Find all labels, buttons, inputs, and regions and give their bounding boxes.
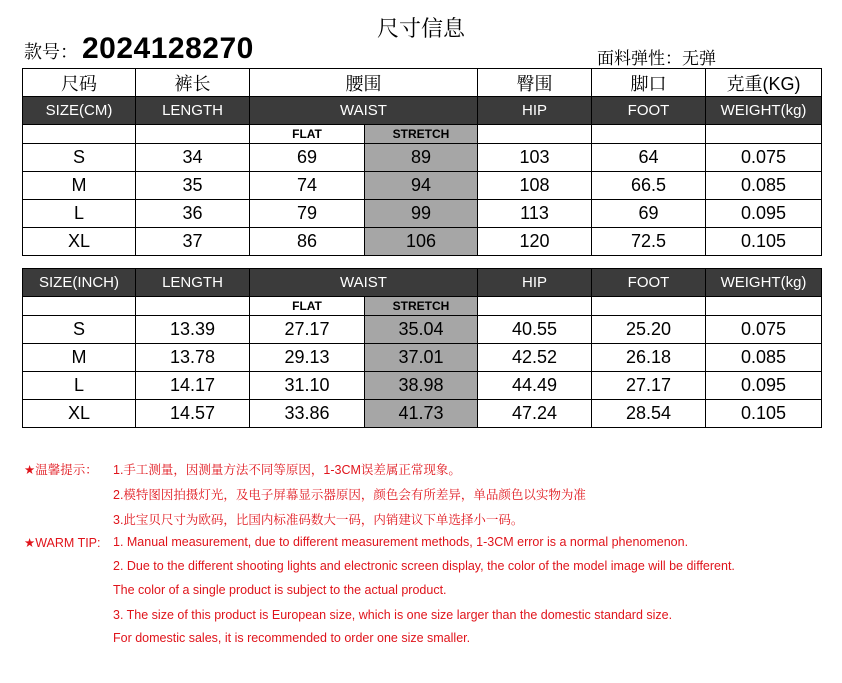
table-cell: 33.86 — [250, 400, 365, 428]
table-cell: 29.13 — [250, 344, 365, 372]
style-label: 款号： — [24, 42, 78, 62]
table-cell: 36 — [136, 200, 250, 228]
table-row — [23, 372, 822, 400]
fabric-elasticity: 面料弹性：无弹 — [597, 49, 716, 68]
table-cell: 0.105 — [706, 228, 822, 256]
table-cell: 106 — [365, 228, 478, 256]
table-cell: 0.085 — [706, 344, 822, 372]
table-cell: 14.57 — [136, 400, 250, 428]
header-size: SIZE(INCH) — [23, 269, 136, 297]
table-row — [23, 316, 822, 344]
header-length: LENGTH — [136, 269, 250, 297]
table-cell: 72.5 — [592, 228, 706, 256]
header-foot: FOOT — [592, 269, 706, 297]
table-cell: S — [23, 316, 136, 344]
header-cn-hip: 臀围 — [478, 69, 592, 97]
table-cell: 35 — [136, 172, 250, 200]
table-cell: XL — [23, 228, 136, 256]
table-row — [23, 200, 822, 228]
table-cell: 41.73 — [365, 400, 478, 428]
table-cell: 25.20 — [592, 316, 706, 344]
size-table-inch — [22, 268, 822, 428]
table-cell: 64 — [592, 144, 706, 172]
table-cell: L — [23, 372, 136, 400]
table-row — [23, 228, 822, 256]
table-row — [23, 144, 822, 172]
size-table-cm — [22, 68, 822, 256]
header-hip: HIP — [478, 97, 592, 125]
table-cell: S — [23, 144, 136, 172]
table-row — [23, 344, 822, 372]
header-cn-foot: 脚口 — [592, 69, 706, 97]
table-cell: 31.10 — [250, 372, 365, 400]
note-line: 2. Due to the different shooting lights and electronic screen display, the color of the model image will be different. — [113, 559, 735, 573]
table-cell: 0.095 — [706, 372, 822, 400]
table-cell: 94 — [365, 172, 478, 200]
note-line: The color of a single product is subject to the actual product. — [113, 583, 447, 597]
table-cell: 79 — [250, 200, 365, 228]
table-cell: 0.075 — [706, 316, 822, 344]
table-cell: 113 — [478, 200, 592, 228]
waist-stretch-label: STRETCH — [365, 125, 478, 144]
waist-flat-label: FLAT — [250, 125, 365, 144]
table-cell: 69 — [592, 200, 706, 228]
waist-sub-header-row — [23, 125, 822, 144]
header-waist: WAIST — [250, 269, 478, 297]
header-waist: WAIST — [250, 97, 478, 125]
table-cell: 47.24 — [478, 400, 592, 428]
style-number: 2024128270 — [82, 32, 254, 65]
table-cell: 37.01 — [365, 344, 478, 372]
table-cell: 108 — [478, 172, 592, 200]
header-cn-size: 尺码 — [23, 69, 136, 97]
note-line: 1.手工测量，因测量方法不同等原因，1-3CM误差属正常现象。 — [113, 463, 461, 477]
note-prefix-en: ★WARM TIP: — [24, 536, 101, 550]
table-cell: 13.39 — [136, 316, 250, 344]
table-cell: M — [23, 172, 136, 200]
table-row — [23, 172, 822, 200]
header-row-cm — [23, 97, 822, 125]
note-line: 3.此宝贝尺寸为欧码，比国内标准码数大一码，内销建议下单选择小一码。 — [113, 513, 524, 527]
table-cell: 0.075 — [706, 144, 822, 172]
header-weight: WEIGHT(kg) — [706, 269, 822, 297]
header-cn-waist: 腰围 — [250, 69, 478, 97]
table-cell: 99 — [365, 200, 478, 228]
header-weight: WEIGHT(kg) — [706, 97, 822, 125]
note-prefix-cn: ★温馨提示： — [24, 463, 98, 477]
header-cn-length: 裤长 — [136, 69, 250, 97]
table-cell: 26.18 — [592, 344, 706, 372]
table-cell: M — [23, 344, 136, 372]
note-line: For domestic sales, it is recommended to order one size smaller. — [113, 631, 471, 645]
table-cell: 28.54 — [592, 400, 706, 428]
header-hip: HIP — [478, 269, 592, 297]
header-size: SIZE(CM) — [23, 97, 136, 125]
note-line: 1. Manual measurement, due to different measurement methods, 1-3CM error is a normal phenomenon. — [113, 535, 689, 549]
waist-flat-label: FLAT — [250, 297, 365, 316]
table-cell: 27.17 — [250, 316, 365, 344]
page-title: 尺寸信息 — [376, 16, 465, 41]
table-cell: 44.49 — [478, 372, 592, 400]
table-cell: 66.5 — [592, 172, 706, 200]
table-cell: 0.085 — [706, 172, 822, 200]
waist-sub-header-row — [23, 297, 822, 316]
style-number-row — [24, 32, 254, 66]
table-cell: 0.095 — [706, 200, 822, 228]
table-row — [23, 400, 822, 428]
header-row-cn — [23, 69, 822, 97]
table-cell: 120 — [478, 228, 592, 256]
table-cell: 37 — [136, 228, 250, 256]
table-cell: 27.17 — [592, 372, 706, 400]
header-foot: FOOT — [592, 97, 706, 125]
table-cell: L — [23, 200, 136, 228]
table-cell: 0.105 — [706, 400, 822, 428]
note-line: 3. The size of this product is European size, which is one size larger than the domestic standard size. — [113, 608, 673, 622]
table-cell: 89 — [365, 144, 478, 172]
table-cell: 103 — [478, 144, 592, 172]
note-line: 2.模特图因拍摄灯光，及电子屏幕显示器原因，颜色会有所差异，单品颜色以实物为准 — [113, 488, 586, 502]
waist-stretch-label: STRETCH — [365, 297, 478, 316]
header-cn-weight: 克重(KG) — [706, 69, 822, 97]
table-cell: 69 — [250, 144, 365, 172]
table-cell: 86 — [250, 228, 365, 256]
table-cell: 38.98 — [365, 372, 478, 400]
table-cell: 42.52 — [478, 344, 592, 372]
table-cell: 74 — [250, 172, 365, 200]
header-row-inch — [23, 269, 822, 297]
table-cell: 40.55 — [478, 316, 592, 344]
table-cell: XL — [23, 400, 136, 428]
table-cell: 34 — [136, 144, 250, 172]
table-cell: 35.04 — [365, 316, 478, 344]
table-cell: 14.17 — [136, 372, 250, 400]
header-length: LENGTH — [136, 97, 250, 125]
table-cell: 13.78 — [136, 344, 250, 372]
